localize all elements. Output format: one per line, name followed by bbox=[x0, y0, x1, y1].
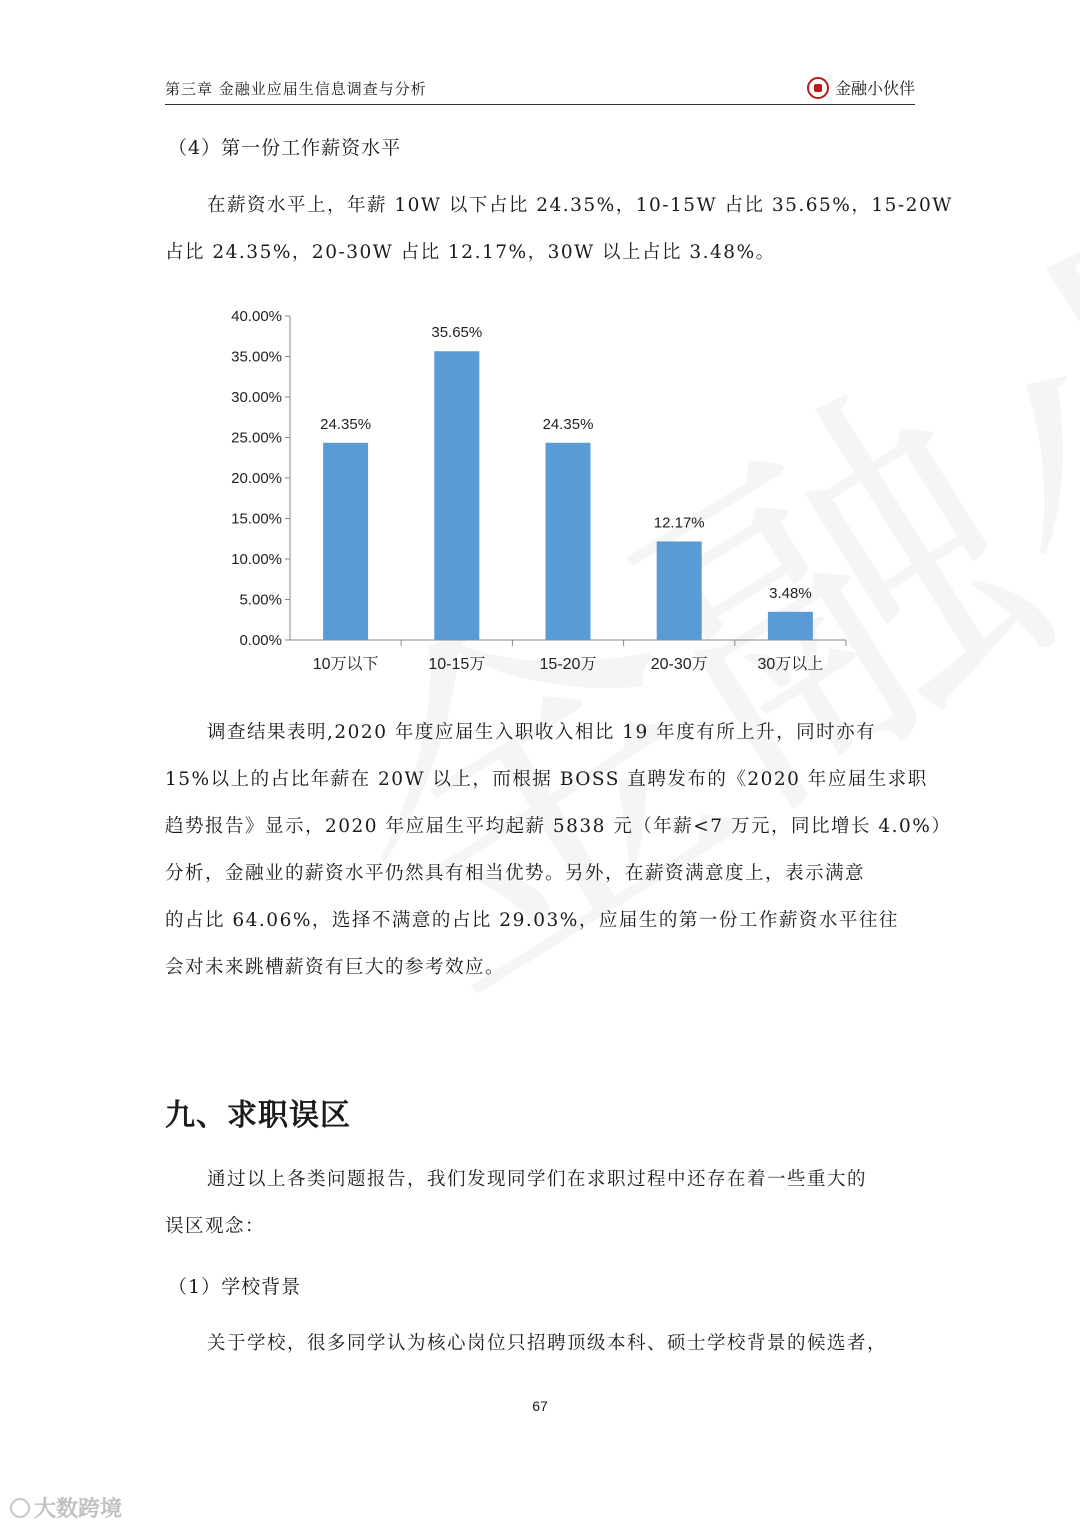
data-label: 24.35% bbox=[542, 415, 594, 433]
data-label: 3.48% bbox=[769, 584, 812, 602]
header-divider bbox=[165, 104, 915, 105]
bar bbox=[323, 443, 368, 640]
x-tick-label: 15-20万 bbox=[539, 656, 597, 673]
x-tick-label: 20-30万 bbox=[650, 656, 708, 673]
chapter-header: 第三章 金融业应届生信息调查与分析 bbox=[165, 80, 427, 98]
x-tick-label: 10万以下 bbox=[312, 656, 379, 673]
watermark-logo-icon bbox=[10, 1498, 30, 1518]
sub-1-paragraph bbox=[165, 1320, 915, 1367]
data-label: 24.35% bbox=[320, 415, 372, 433]
section-4-title: （4）第一份工作薪资水平 bbox=[168, 137, 402, 159]
y-tick-label: 10.00% bbox=[231, 551, 282, 568]
intro-line: 占比 24.35%，20-30W 占比 12.17%，30W 以上占比 3.48%。 bbox=[165, 242, 776, 263]
y-tick-label: 20.00% bbox=[231, 470, 282, 487]
section-9-line: 误区观念： bbox=[165, 1216, 266, 1237]
y-tick-label: 30.00% bbox=[231, 389, 282, 406]
y-tick-label: 35.00% bbox=[231, 348, 282, 366]
bar bbox=[546, 443, 591, 640]
salary-bar-chart bbox=[200, 300, 880, 690]
analysis-line: 调查结果表明,2020 年度应届生入职收入相比 19 年度有所上升，同时亦有 bbox=[207, 722, 877, 743]
analysis-paragraph bbox=[165, 709, 952, 991]
intro-line: 在薪资水平上，年薪 10W 以下占比 24.35%，10-15W 占比 35.65%，15-20W bbox=[207, 195, 953, 216]
y-tick-label: 40.00% bbox=[231, 308, 282, 325]
analysis-line: 的占比 64.06%，选择不满意的占比 29.03%，应届生的第一份工作薪资水平往往 bbox=[165, 910, 899, 931]
x-tick-label: 30万以上 bbox=[757, 656, 824, 673]
watermark-bottom bbox=[10, 1492, 122, 1523]
data-label: 12.17% bbox=[653, 514, 705, 532]
bar bbox=[657, 541, 702, 640]
section-4-intro bbox=[165, 182, 953, 276]
x-tick-label: 10-15万 bbox=[428, 656, 486, 673]
analysis-line: 会对未来跳槽薪资有巨大的参考效应。 bbox=[165, 957, 506, 978]
section-9-intro bbox=[165, 1156, 915, 1250]
section-9-line: 通过以上各类问题报告，我们发现同学们在求职过程中还存在着一些重大的 bbox=[207, 1169, 868, 1190]
analysis-line: 趋势报告》显示，2020 年应届生平均起薪 5838 元（年薪<7 万元，同比增长 4.0%） bbox=[165, 816, 952, 837]
analysis-line: 15%以上的占比年薪在 20W 以上，而根据 BOSS 直聘发布的《2020 年应届生求职 bbox=[165, 769, 928, 790]
y-tick-label: 15.00% bbox=[231, 510, 282, 528]
y-tick-label: 25.00% bbox=[231, 429, 282, 447]
y-tick-label: 0.00% bbox=[239, 632, 282, 649]
analysis-line: 分析，金融业的薪资水平仍然具有相当优势。另外，在薪资满意度上，表示满意 bbox=[165, 863, 866, 884]
y-tick-label: 5.00% bbox=[239, 591, 282, 609]
bar bbox=[768, 612, 813, 640]
brand-name: 金融小伙伴 bbox=[834, 79, 915, 98]
bar bbox=[434, 351, 479, 640]
sub-1-line: 关于学校，很多同学认为核心岗位只招聘顶级本科、硕士学校背景的候选者， bbox=[207, 1333, 888, 1354]
brand-header bbox=[807, 76, 915, 99]
section-9-heading: 九、求职误区 bbox=[165, 1098, 351, 1133]
watermark-bottom-text: 大数跨境 bbox=[34, 1497, 123, 1522]
sub-1-title: （1）学校背景 bbox=[168, 1276, 302, 1298]
data-label: 35.65% bbox=[431, 324, 483, 342]
brand-logo-icon bbox=[807, 77, 829, 99]
page-number: 67 bbox=[532, 1398, 548, 1414]
